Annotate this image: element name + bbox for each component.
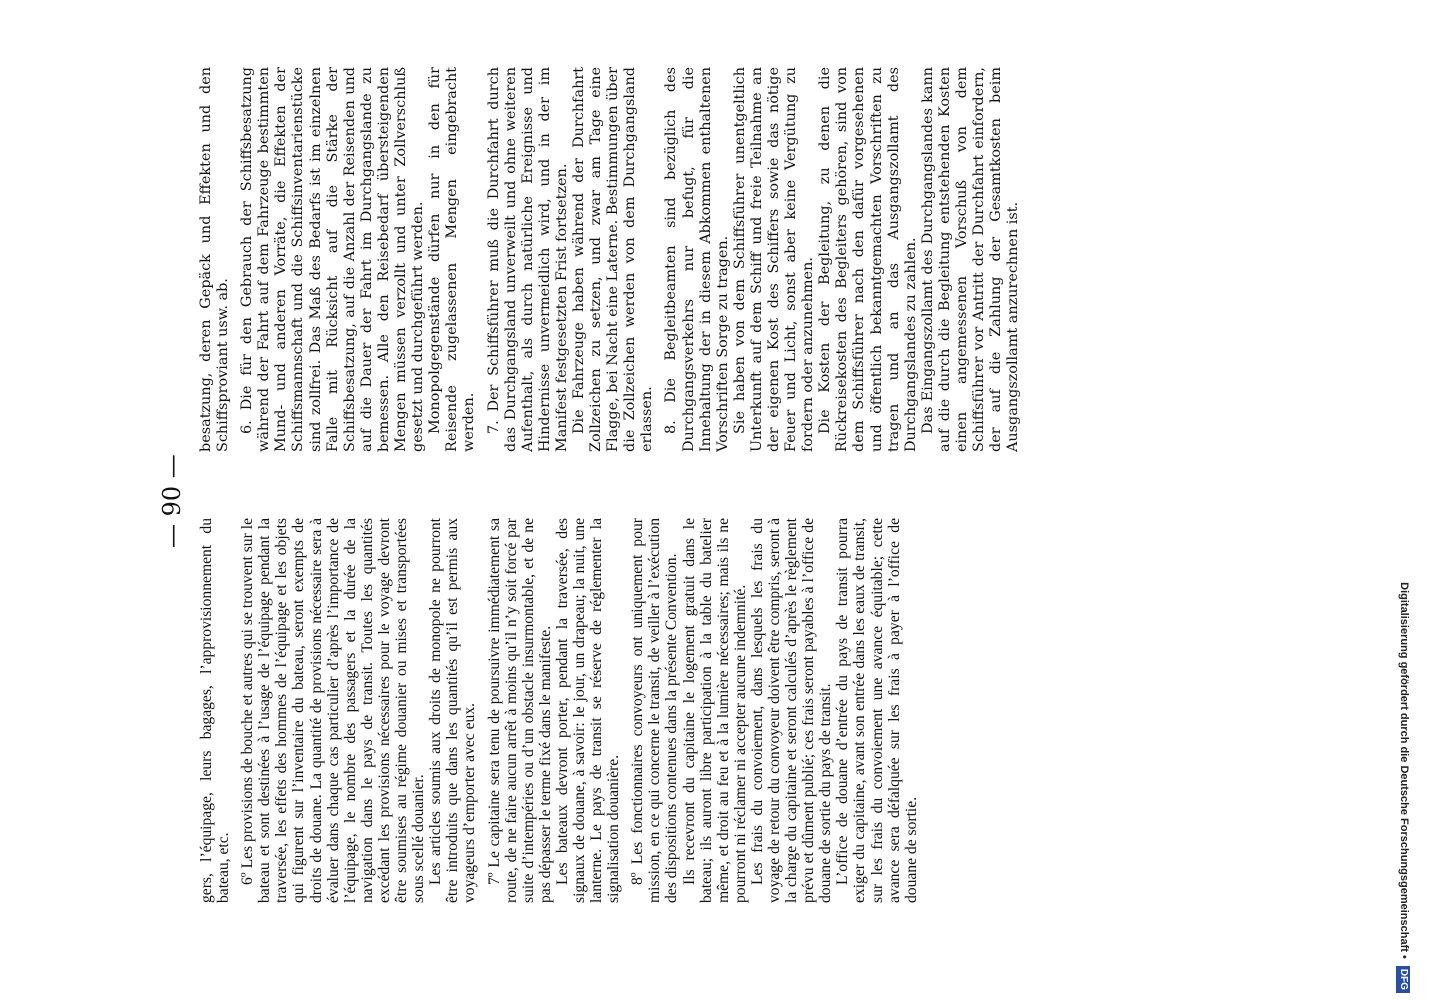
german-paragraph: Sie haben von dem Schiffsführer unentgeltlich Unterkunft auf dem Schiff und freie Teilnahme an der eigenen Kost des Schiffers sowie das nötige Feuer und Licht, sonst aber keine Vergütung zu fordern oder anzunehmen. bbox=[731, 67, 817, 452]
french-paragraph: 6º Les provisions de bouche et autres qui se trouvent sur le bateau et sont destinées à l’usage de l’équipage pendant la traversée, les effets des hommes de l’équipage et les objets qui figurent sur l’inventaire du bateau, seront exempts de droits de douane. La quantité de provisions nécessaire sera à évaluer dans chaque cas particulier d’après l’importance de l’équipage, le nombre des passagers et la durée de la navigation dans le pays de transit. Toutes les quantités excédant les provisions nécessaires pour le voyage devront être soumises au régime douanier ou mises et transportées sous scellé douanier. bbox=[239, 518, 428, 903]
german-column bbox=[198, 67, 1118, 452]
french-column bbox=[198, 518, 1120, 903]
french-paragraph: Les articles soumis aux droits de monopole ne pourront être introduits que dans les quantités qu’il est permis aux voyageurs d’emporter avec eux. bbox=[427, 518, 479, 903]
german-paragraph: Das Eingangszollamt des Durchgangslandes kann auf die durch die Begleitung entstehenden Kosten einen angemessenen Vorschuß von dem Schiffsführer vor Antritt der Durchfahrt einfordern, der auf die Zahlung der Gesamtkosten beim Ausgangszollamt anzurechnen ist. bbox=[919, 67, 1022, 452]
german-paragraph: besatzung, deren Gepäck und Effekten und den Schiffsproviant usw. ab. bbox=[198, 67, 232, 452]
french-paragraph: L’office de douane d’entrée du pays de transit pourra exiger du capitaine, avant son entrée dans les eaux de transit, sur les frais du convoiement une avance équitable; cette avance sera défalquée sur les frais à payer à l’office de douane de sortie. bbox=[834, 518, 920, 903]
french-paragraph: Les bateaux devront porter, pendant la traversée, des signaux de douane, à savoir: le jour, un drapeau; la nuit, une lanterne. Le pays de transit se réserve de réglementer la signalisation douanière. bbox=[553, 518, 623, 903]
french-paragraph: gers, l’équipage, leurs bagages, l’approvisionnement du bateau, etc. bbox=[198, 518, 233, 903]
french-paragraph: Ils recevront du capitaine le logement gratuit dans le bateau; ils auront libre participation à la table du batelier même, et droit au feu et à la lumière nécessaires; mais ils ne pourront ni réclamer ni accepter aucune indemnité. bbox=[680, 518, 749, 903]
german-paragraph: Monopolgegenstände dürfen nur in den für Reisende zugelassenen Mengen eingebracht werden. bbox=[427, 67, 478, 452]
dfg-logo: DFG bbox=[1396, 966, 1410, 993]
digitization-credit bbox=[1394, 8, 1414, 993]
german-paragraph: 7. Der Schiffsführer muß die Durchfahrt durch das Durchgangsland unverweilt und ohne weiteren Aufenthalt, als durch natürliche Ereignisse und Hindernisse unvermeidlich wird, und in der im Manifest festgesetzten Frist fortsetzen. bbox=[485, 67, 570, 452]
german-paragraph: Die Kosten der Begleitung, zu denen die Rückreisekosten des Begleiters gehören, sind von dem Schiffsführer nach den dafür vorgesehenen und öffentlich bekanntgemachten Vorschriften zu tragen und an das Ausgangszollamt des Durchgangslandes zu zahlen. bbox=[817, 67, 919, 452]
german-paragraph: 8. Die Begleitbeamten sind bezüglich des Durchgangsverkehrs nur befugt, für die Innehaltung der in diesem Abkommen enthaltenen Vorschriften Sorge zu tragen. bbox=[663, 67, 731, 452]
page-number: — 90 — bbox=[158, 454, 186, 548]
french-paragraph: 8º Les fonctionnaires convoyeurs ont uniquement pour mission, en ce qui concerne le transit, de veiller à l’exécution des dispositions contenues dans la présente Convention. bbox=[629, 518, 681, 903]
german-paragraph: Die Fahrzeuge haben während der Durchfahrt Zollzeichen zu setzen, und zwar am Tage eine Flagge, bei Nacht eine Laterne. Bestimmungen über die Zollzeichen werden von dem Durchgangsland erlassen. bbox=[570, 67, 656, 452]
credit-text: Digitalisierung gefördert durch die Deutsche Forschungsgemeinschaft • bbox=[1398, 582, 1410, 959]
german-paragraph: 6. Die für den Gebrauch der Schiffsbesatzung während der Fahrt auf dem Fahrzeuge bestimmten Mund- und anderen Vorräte, die Effekten der Schiffsmannschaft und die Schiffsinventarienstücke sind zollfrei. Das Maß des Bedarfs ist im einzelnen Falle mit Rücksicht auf die Stärke der Schiffsbesatzung, auf die Anzahl der Reisenden und auf die Dauer der Fahrt im Durchgangslande zu bemessen. Alle den Reisebedarf übersteigenden Mengen müssen verzollt und unter Zollverschluß gesetzt und durchgeführt werden. bbox=[239, 67, 427, 452]
french-paragraph: Les frais du convoiement, dans lesquels les frais du voyage de retour du convoyeur doivent être compris, seront à la charge du capitaine et seront calculés d’après le règlement prévu et dûment publié; ces frais seront payables à l’office de douane de sortie du pays de transit. bbox=[748, 518, 835, 903]
french-paragraph: 7º Le capitaine sera tenu de poursuivre immédiatement sa route, de ne faire aucun arrêt à moins qu’il n’y soit forcé par suite d’intempéries ou d’un obstacle insurmontable, et de ne pas dépasser le terme fixé dans le manifeste. bbox=[485, 518, 554, 903]
